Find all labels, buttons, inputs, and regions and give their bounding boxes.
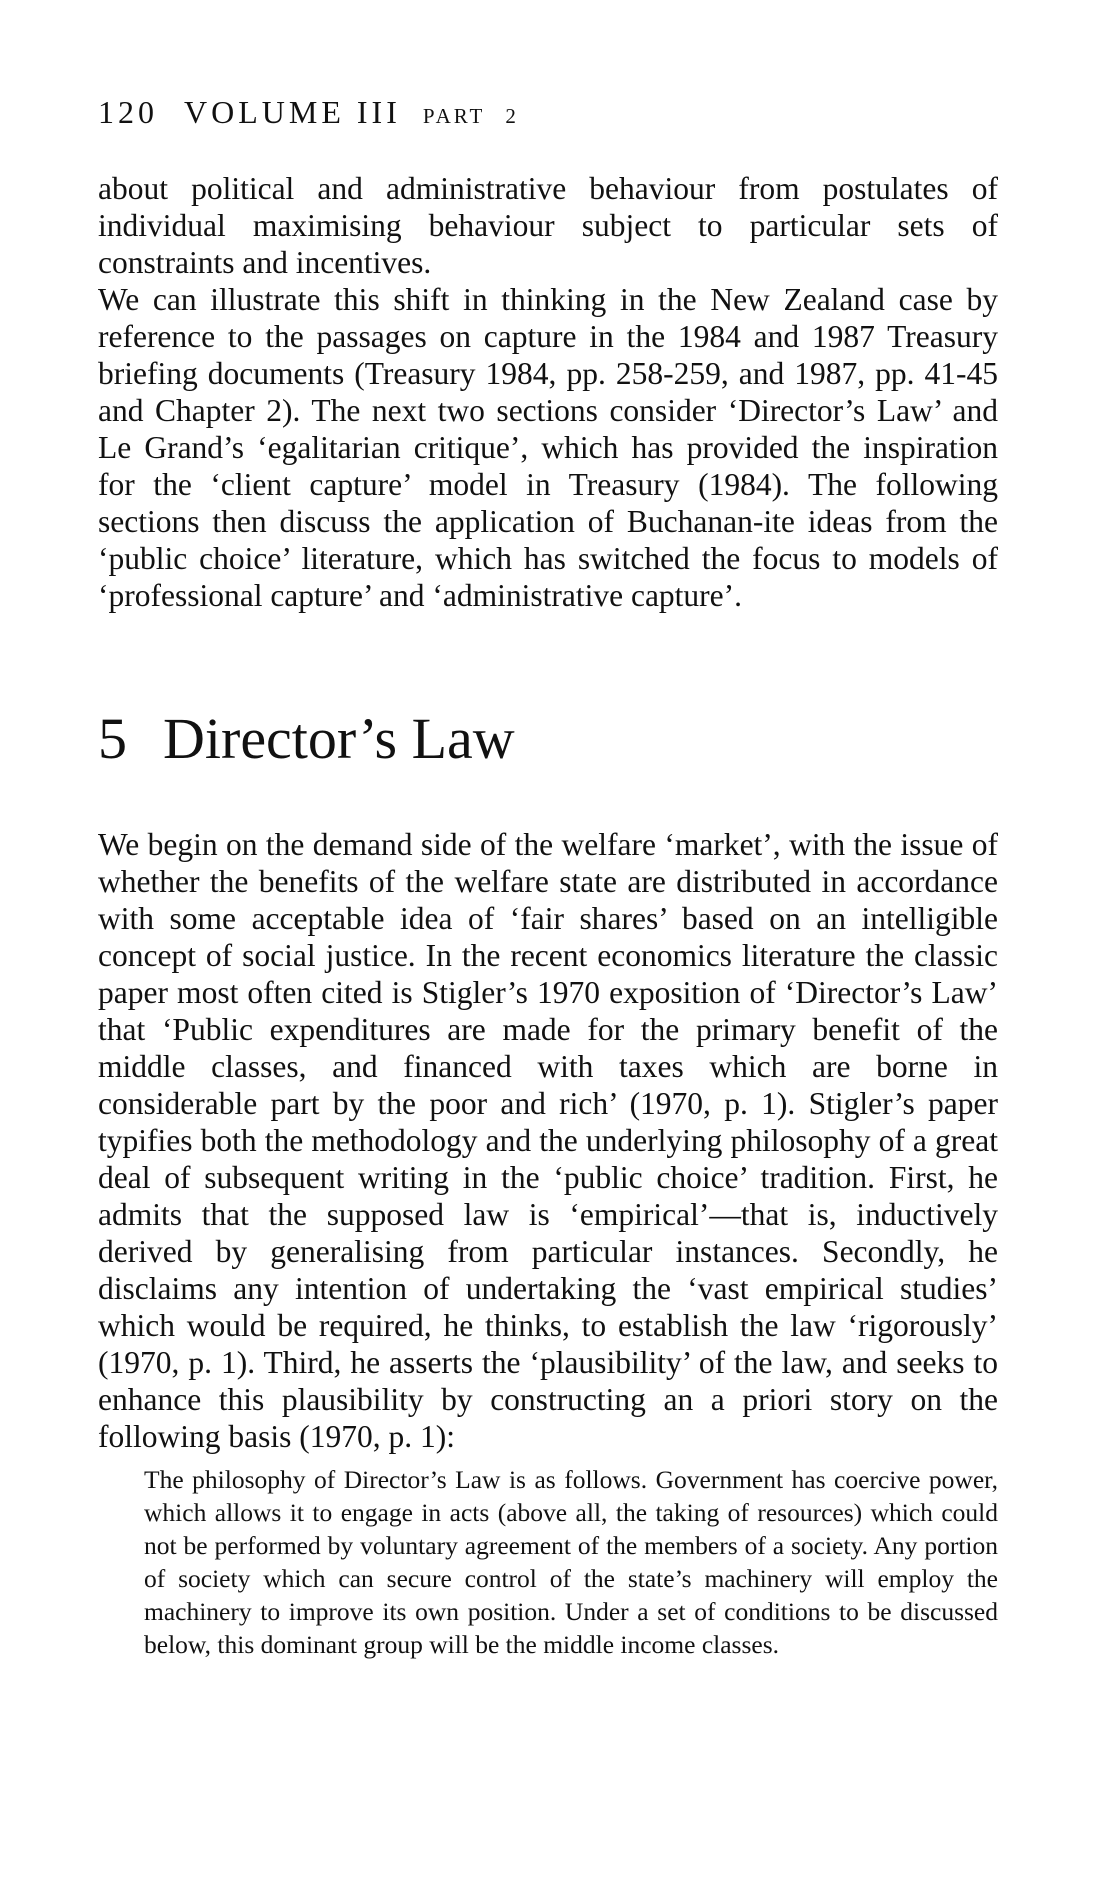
page-number: 120 xyxy=(98,94,158,130)
block-quote: The philosophy of Director’s Law is as follows. Government has coercive power, which allows it to engage in acts (above all, the taking of resources) which could not be performed by voluntary agreement of the members of a society. Any portion of society which can secure control of the state’s machinery will employ the machinery to improve its own position. Under a set of conditions to be discussed below, this dominant group will be the middle income classes. xyxy=(144,1465,998,1659)
section-title: Director’s Law xyxy=(163,706,515,771)
running-head xyxy=(98,96,998,128)
volume-label: VOLUME III xyxy=(184,94,401,130)
intro-paragraph: We can illustrate this shift in thinking in the New Zealand case by reference to the passages on capture in the 1984 and 1987 Treasury briefing documents (Treasury 1984, pp. 258-259, and 1987, pp. 41-45 and Chapter 2). The next two sections consider ‘Director’s Law’ and Le Grand’s ‘egalitarian critique’, which has provided the inspiration for the ‘client capture’ model in Treasury (1984). The following sections then discuss the application of Buchanan-ite ideas from the ‘public choice’ literature, which has switched the focus to models of ‘professional capture’ and ‘administrative capture’. xyxy=(98,282,998,613)
section-paragraph: We begin on the demand side of the welfare ‘market’, with the issue of whether the benefits of the welfare state are distributed in accordance with some acceptable idea of ‘fair shares’ based on an intelligible concept of social justice. In the recent economics literature the classic paper most often cited is Stigler’s 1970 exposition of ‘Director’s Law’ that ‘Public expenditures are made for the primary benefit of the middle classes, and financed with taxes which are borne in considerable part by the poor and rich’ (1970, p. 1). Stigler’s paper typifies both the methodology and the underlying philosophy of a great deal of subsequent writing in the ‘public choice’ tradition. First, he admits that the supposed law is ‘empirical’—that is, inductively derived by generalising from particular instances. Secondly, he disclaims any intention of undertaking the ‘vast empirical studies’ which would be required, he thinks, to establish the law ‘rigorously’ (1970, p. 1). Third, he asserts the ‘plausibility’ of the law, and seeks to enhance this plausibility by constructing an a priori story on the following basis (1970, p. 1): xyxy=(98,827,998,1454)
section-number: 5 xyxy=(98,706,127,771)
page xyxy=(98,96,998,1661)
intro-paragraph-continued: about political and administrative behaviour from postulates of individual maximising behaviour subject to particular sets of constraints and incentives. xyxy=(98,171,998,280)
section-heading xyxy=(98,706,998,771)
part-label: PART xyxy=(422,104,486,128)
part-number: 2 xyxy=(505,104,520,128)
